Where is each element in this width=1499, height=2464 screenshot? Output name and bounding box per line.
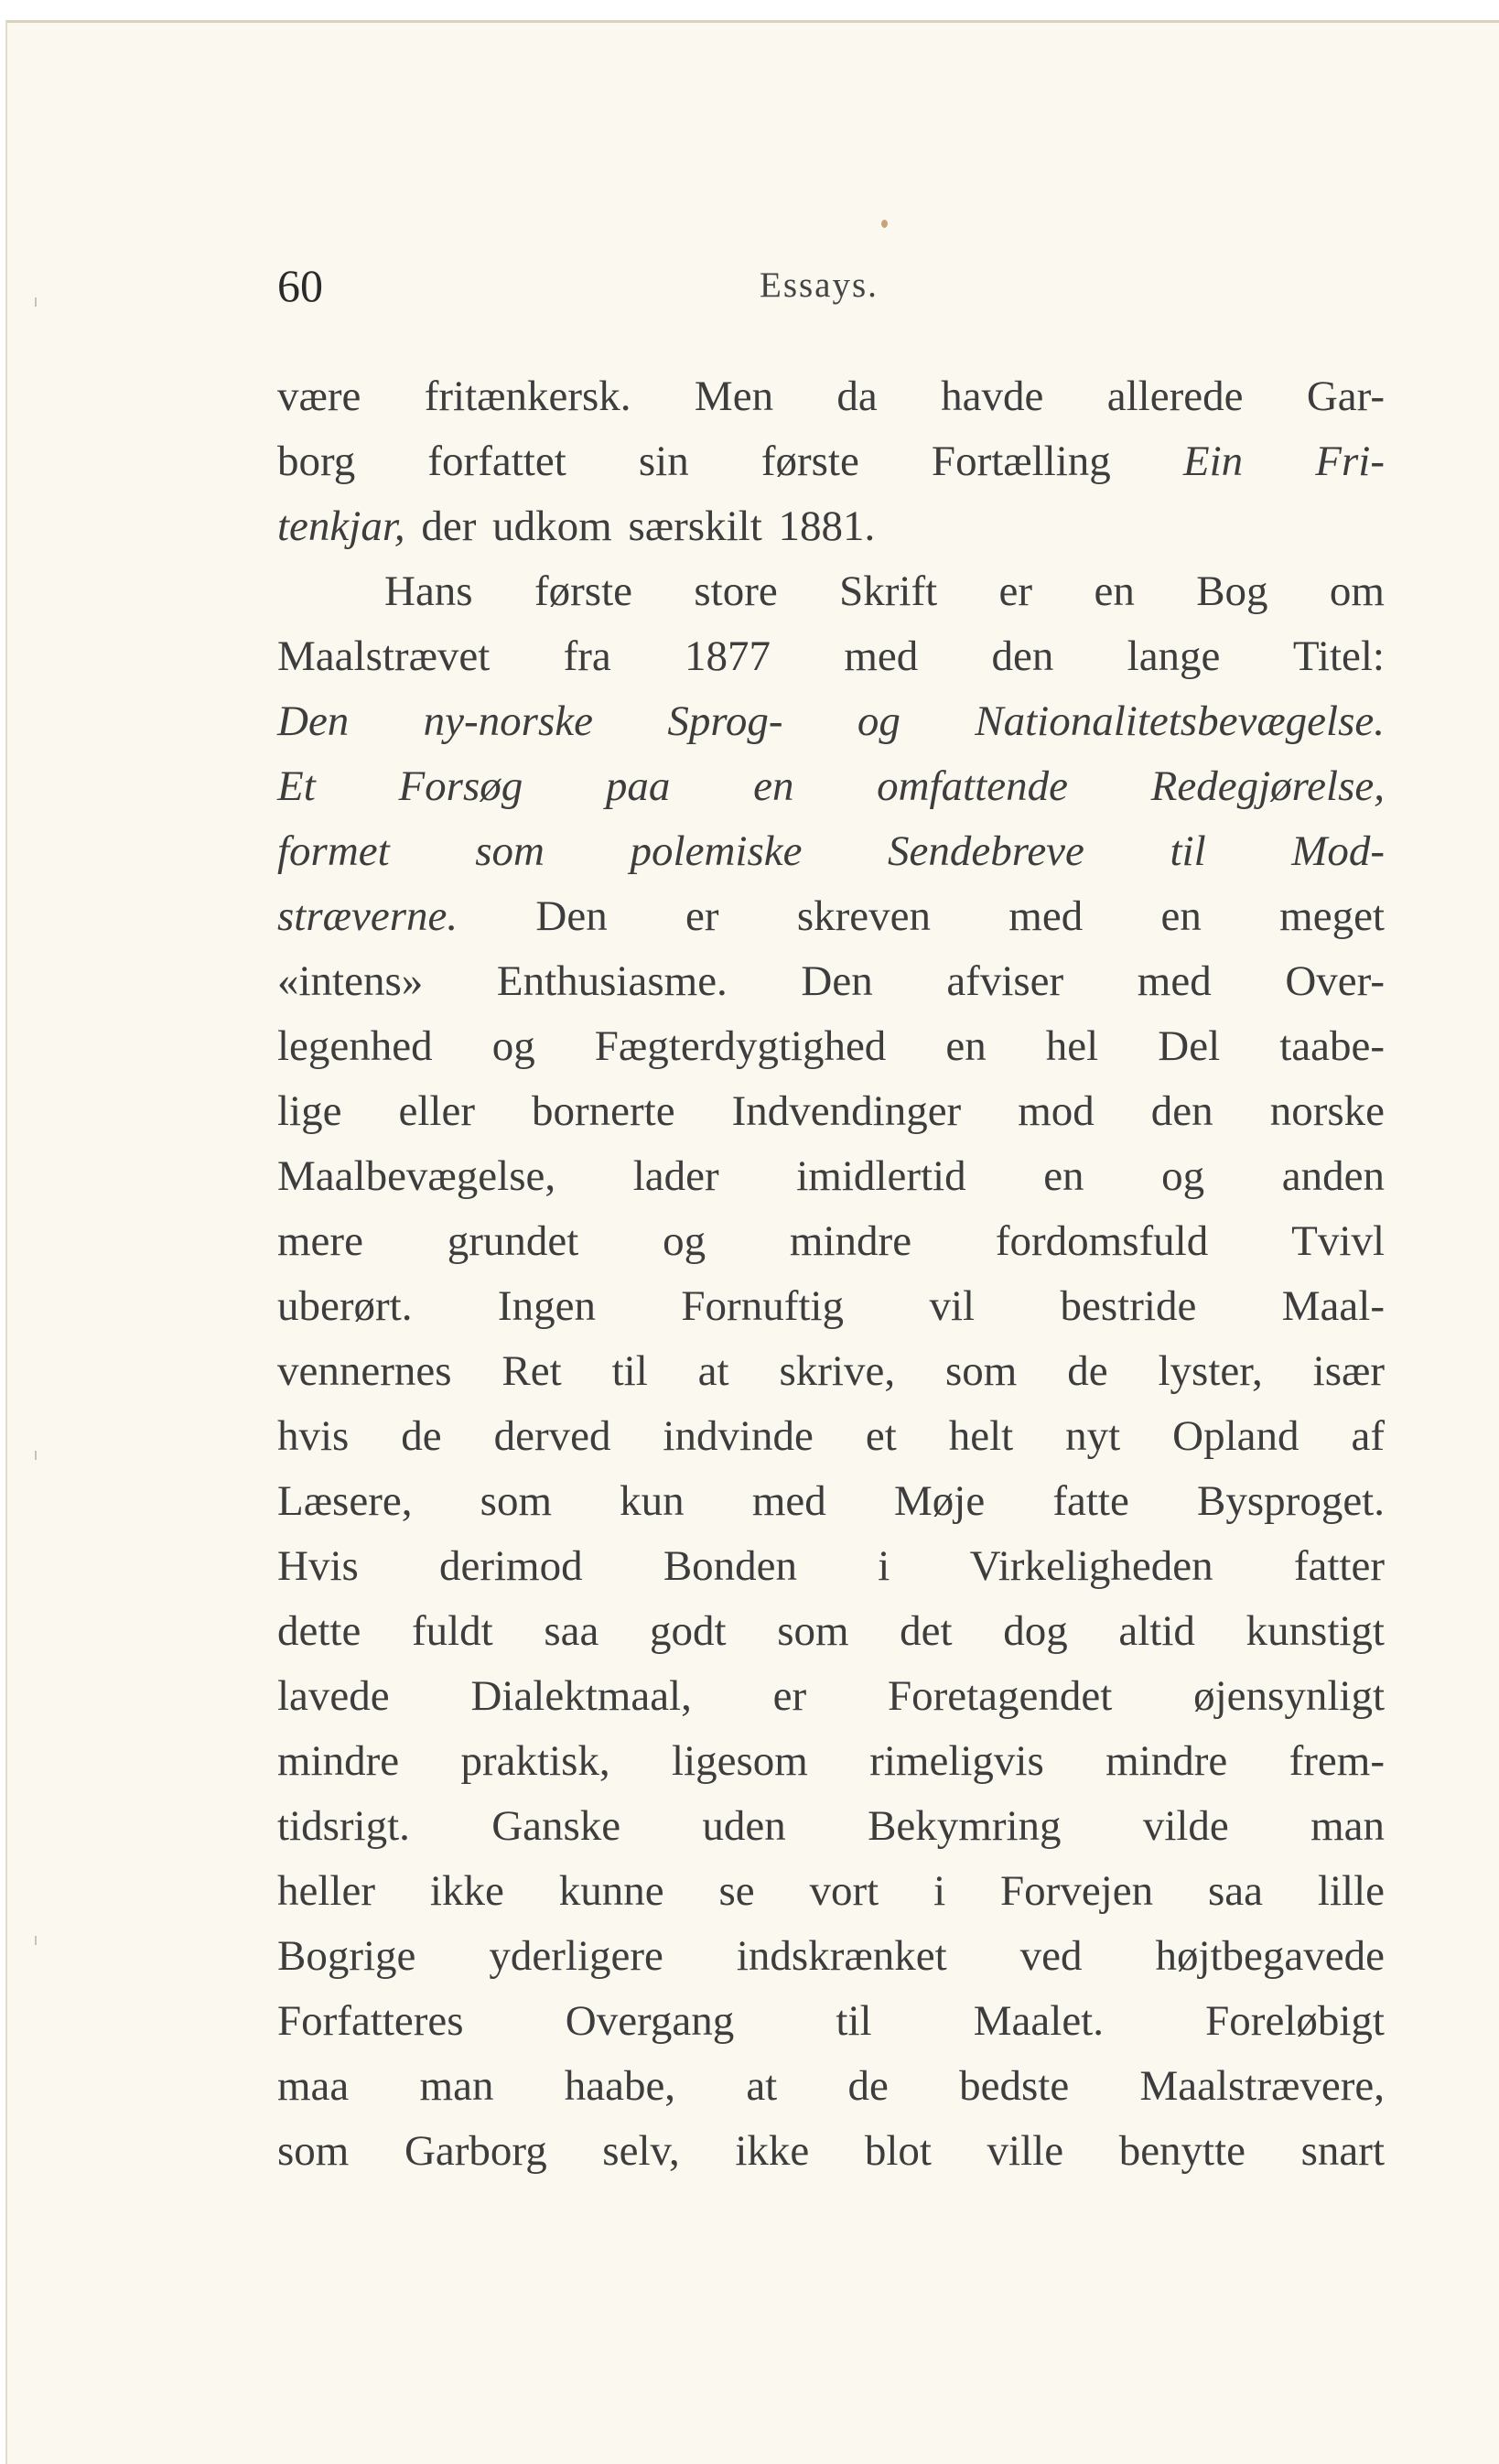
text-line: Bogrige yderligere indskrænket ved højtbegavede [277,1932,1385,1980]
margin-mark [35,1451,37,1460]
page-number: 60 [277,260,323,311]
text-span: der udkom særskilt 1881. [404,503,876,550]
text-line: Maalbevægelse, lader imidlertid en og anden [277,1152,1385,1200]
text-line: Hvis derimod Bonden i Virkeligheden fatter [277,1542,1385,1590]
text-line: legenhed og Fægterdygtighed en hel Del taabe- [277,1022,1385,1070]
margin-mark [35,1936,37,1945]
text-line: uberørt. Ingen Fornuftig vil bestride Maal- [277,1282,1385,1330]
text-line: vennernes Ret til at skrive, som de lyster, især [277,1347,1385,1395]
text-line: hvis de derved indvinde et helt nyt Opland af [277,1412,1385,1460]
text-line: dette fuldt saa godt som det dog altid kunstigt [277,1607,1385,1655]
page-header [0,259,1499,314]
text-line: tidsrigt. Ganske uden Bekymring vilde man [277,1802,1385,1850]
book-title-italic: Ein Fri- [1182,438,1385,485]
text-line: være fritænkersk. Men da havde allerede Gar- [277,373,1385,420]
text-line: maa man haabe, at de bedste Maalstrævere, [277,2062,1385,2110]
text-line [277,884,1385,949]
text-line: mere grundet og mindre fordomsfuld Tvivl [277,1217,1385,1265]
book-title-italic: tenkjar, [277,503,405,550]
text-line: Maalstrævet fra 1877 med den lange Titel: [277,632,1385,680]
book-title-italic: stræverne. [277,892,458,940]
book-title-italic: Den ny-norske Sprog- og Nationalitetsbevægelse. [277,697,1385,745]
text-line: lavede Dialektmaal, er Foretagendet øjensynligt [277,1672,1385,1720]
text-line [277,429,1385,494]
paragraph-first-line: Hans første store Skrift er en Bog om [384,567,1385,615]
text-line: mindre praktisk, ligesom rimeligvis mindre frem- [277,1737,1385,1785]
text-line: «intens» Enthusiasme. Den afviser med Over- [277,957,1385,1005]
text-span: borg forfattet sin første Fortælling [277,438,1183,485]
text-line: Læsere, som kun med Møje fatte Bysproget. [277,1477,1385,1525]
text-line: lige eller bornerte Indvendinger mod den norske [277,1087,1385,1135]
text-line: Forfatteres Overgang til Maalet. Foreløbigt [277,1997,1385,2045]
running-head: Essays. [760,265,879,305]
ink-speck [881,220,888,228]
text-line: heller ikke kunne se vort i Forvejen saa lille [277,1867,1385,1915]
book-title-italic: Et Forsøg paa en omfattende Redegjørelse, [277,762,1385,810]
book-title-italic: formet som polemiske Sendebreve til Mod- [277,827,1385,875]
text-line [277,494,1385,559]
text-line: som Garborg selv, ikke blot ville benytte snart [277,2127,1385,2175]
text-span: Den er skreven med en meget [458,892,1385,940]
body-text [277,364,1385,2184]
